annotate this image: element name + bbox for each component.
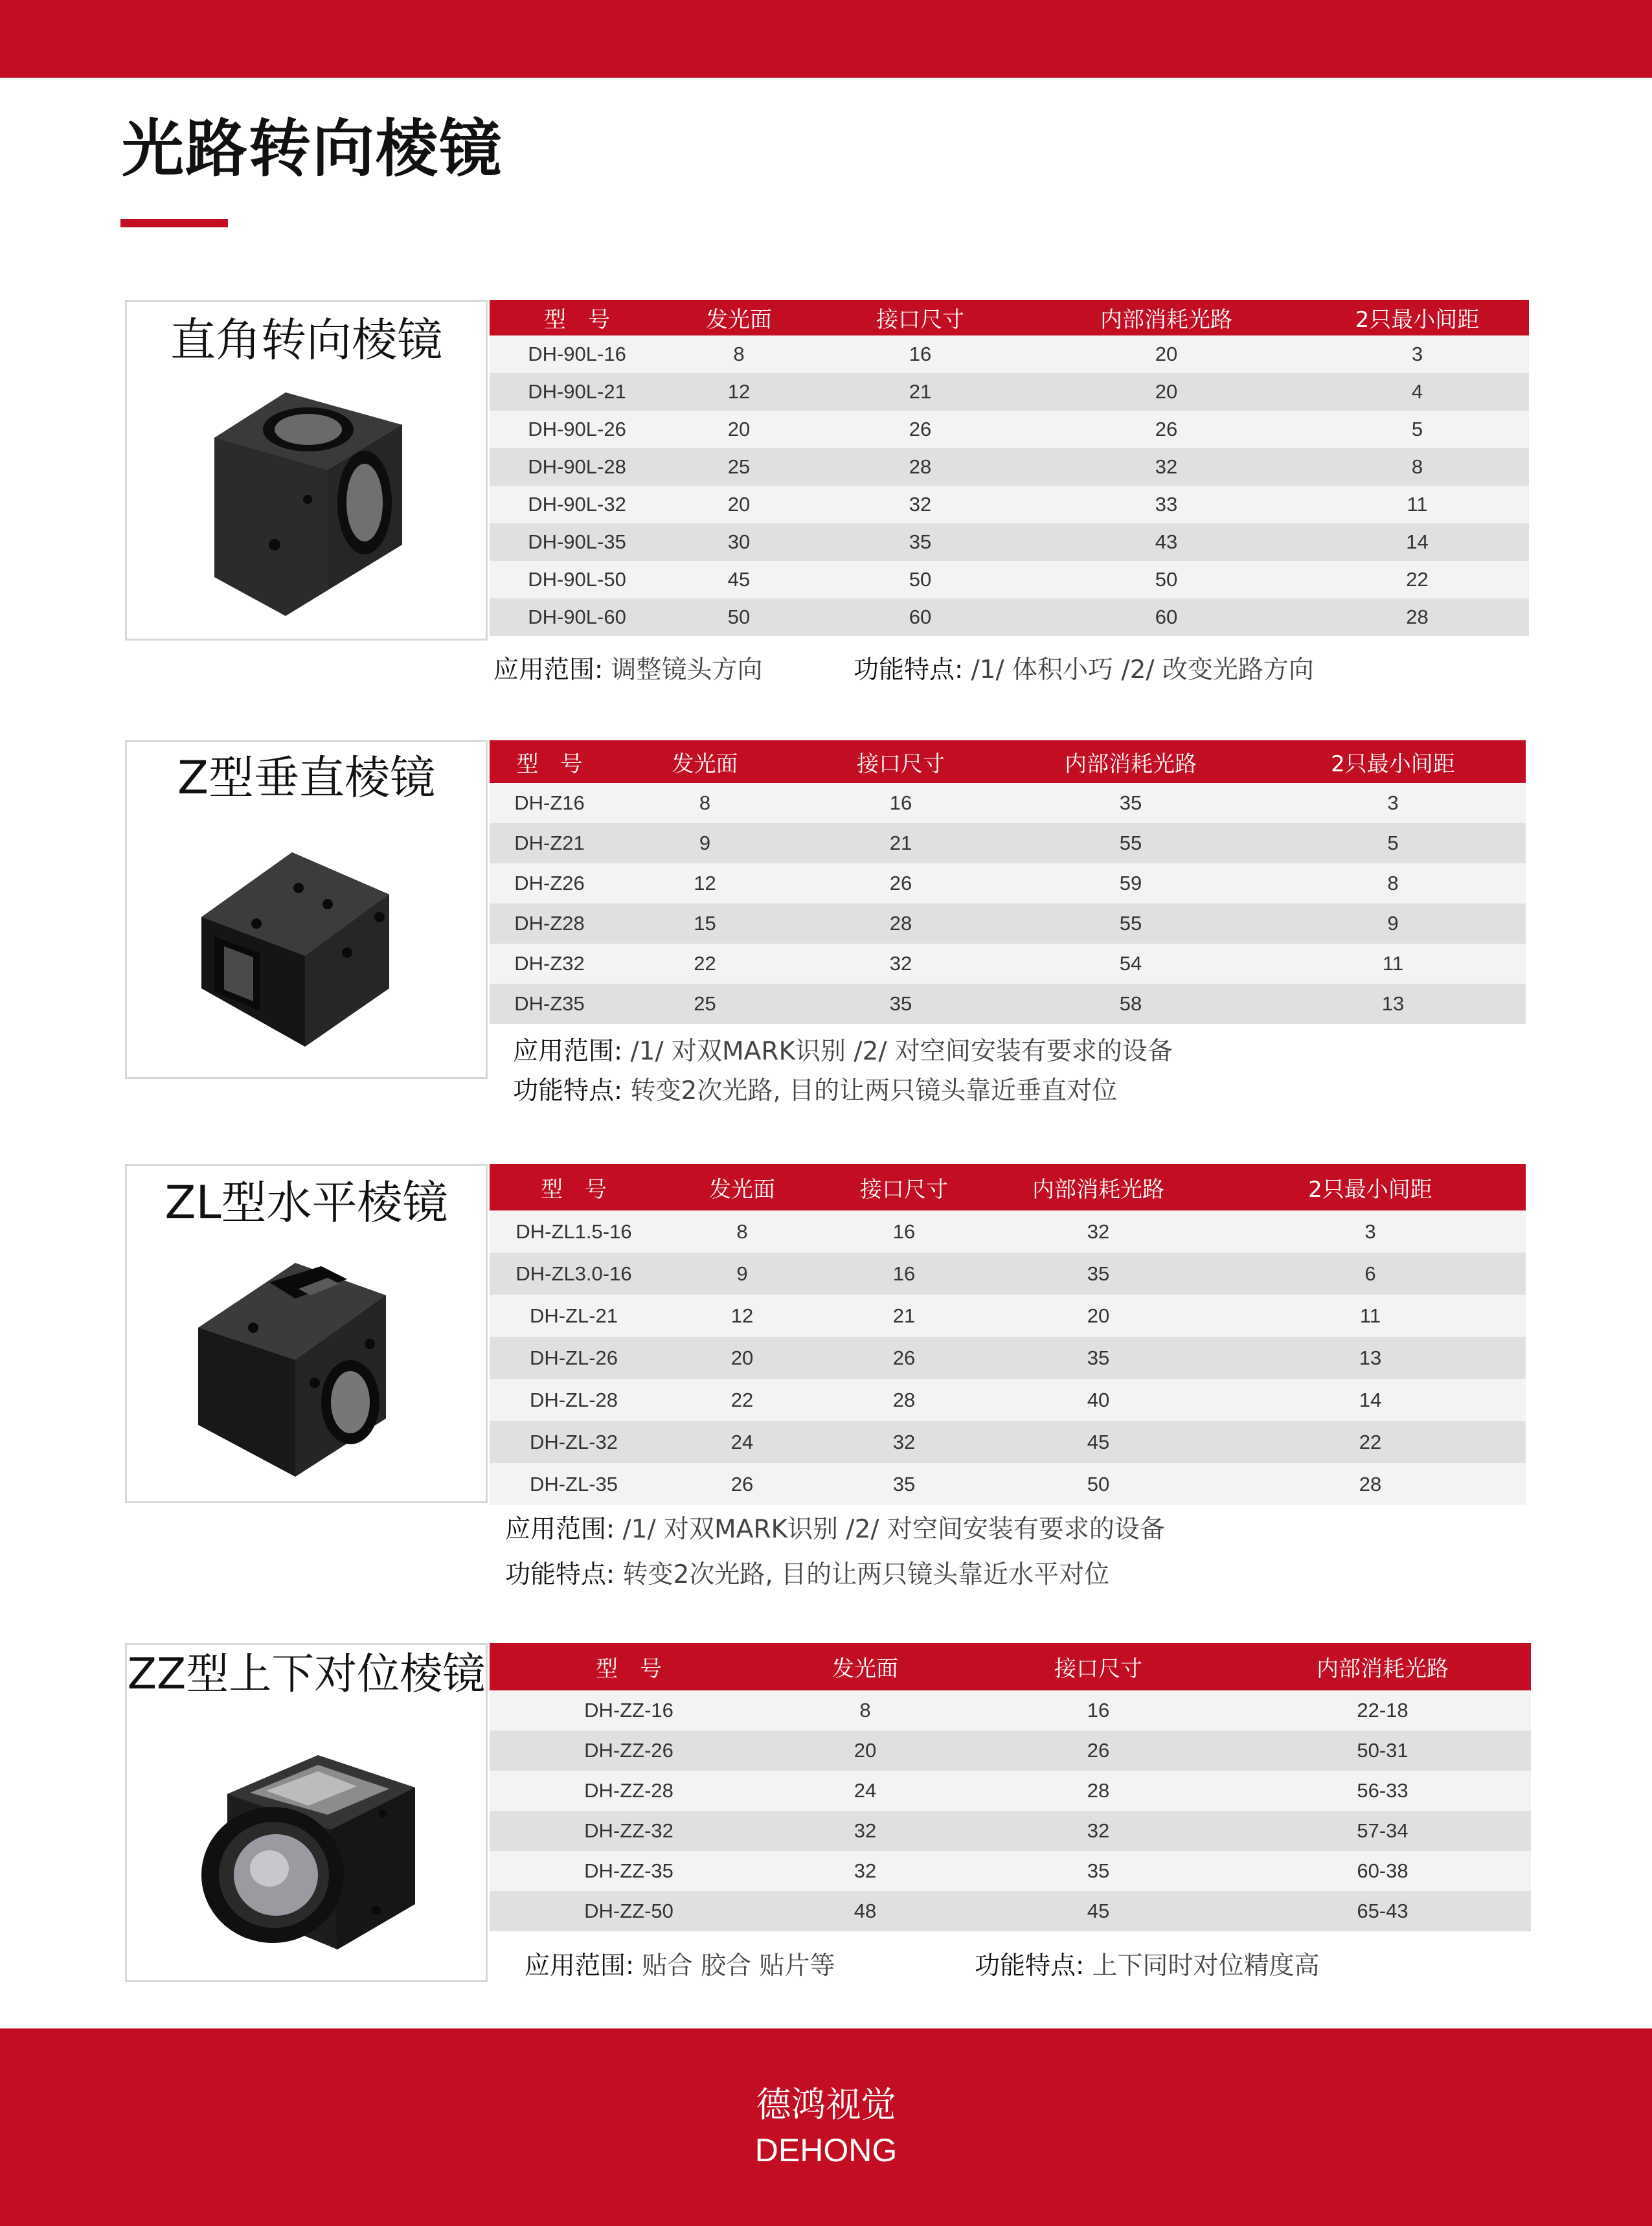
feature-value: 转变2次光路, 目的让两只镜头靠近水平对位 bbox=[622, 1560, 1110, 1589]
cell: 43 bbox=[1155, 530, 1178, 553]
cell: 5 bbox=[1411, 418, 1423, 440]
cell: 14 bbox=[1406, 530, 1429, 553]
table-row bbox=[490, 1811, 1531, 1851]
usage-label: 应用范围: bbox=[525, 1951, 635, 1981]
cell: DH-ZL-32 bbox=[529, 1430, 618, 1453]
z-vertical-prism-photo bbox=[195, 839, 422, 1053]
spec-table-zl-horizontal bbox=[490, 1164, 1526, 1505]
cell: 45 bbox=[1087, 1430, 1110, 1453]
product-name: ZL型水平棱镜 bbox=[164, 1176, 448, 1229]
cell: DH-90L-28 bbox=[528, 455, 626, 478]
footer-brand-en: DEHONG bbox=[754, 2132, 898, 2168]
zz-alignment-prism-photo bbox=[188, 1742, 428, 1956]
cell: 12 bbox=[694, 872, 716, 894]
cell: 8 bbox=[733, 343, 745, 365]
cell: 6 bbox=[1364, 1262, 1376, 1285]
cell: 25 bbox=[727, 455, 751, 478]
cell: 16 bbox=[1087, 1699, 1110, 1721]
cell: DH-ZL-26 bbox=[529, 1346, 618, 1369]
product-card-zz-alignment bbox=[125, 1643, 488, 1982]
cell: 13 bbox=[1381, 992, 1405, 1015]
table-row bbox=[490, 903, 1526, 944]
cell: 45 bbox=[1087, 1900, 1110, 1922]
product-name: 直角转向棱镜 bbox=[170, 313, 442, 367]
cell: 20 bbox=[1087, 1304, 1110, 1327]
header-min-spacing: 2只最小间距 bbox=[1355, 307, 1480, 333]
table-row bbox=[490, 1771, 1531, 1811]
cell: 22 bbox=[694, 952, 716, 975]
cell: 8 bbox=[1387, 872, 1399, 894]
table-row bbox=[490, 1421, 1526, 1463]
cell: 8 bbox=[1411, 455, 1423, 478]
table-row bbox=[490, 1891, 1531, 1931]
header-interface-size: 接口尺寸 bbox=[876, 307, 964, 333]
cell: DH-Z26 bbox=[514, 872, 585, 894]
cell: 33 bbox=[1155, 493, 1178, 516]
cell: 9 bbox=[1387, 912, 1399, 935]
cell: 21 bbox=[892, 1304, 916, 1327]
cell: DH-90L-32 bbox=[528, 493, 626, 516]
header-model: 型 号 bbox=[544, 307, 610, 333]
table-row bbox=[490, 486, 1529, 523]
header-emitting-surface: 发光面 bbox=[832, 1656, 898, 1682]
cell: 28 bbox=[889, 912, 912, 935]
header-internal-path: 内部消耗光路 bbox=[1317, 1656, 1449, 1682]
cell: 11 bbox=[1359, 1304, 1381, 1327]
cell: 22-18 bbox=[1357, 1699, 1409, 1721]
table-row bbox=[490, 1337, 1526, 1379]
cell: DH-ZL-21 bbox=[529, 1304, 618, 1327]
table-row bbox=[490, 863, 1526, 903]
spec-table-right-angle bbox=[490, 300, 1529, 636]
cell: 48 bbox=[854, 1900, 877, 1922]
feature-note bbox=[854, 653, 1314, 687]
usage-note bbox=[505, 1513, 1165, 1547]
cell: 4 bbox=[1411, 380, 1423, 403]
cell: 15 bbox=[694, 912, 716, 935]
cell: 50 bbox=[727, 606, 751, 628]
feature-label: 功能特点: bbox=[505, 1560, 615, 1589]
cell: 14 bbox=[1359, 1388, 1382, 1411]
usage-value: /1/ 对双MARK识别 /2/ 对空间安装有要求的设备 bbox=[622, 1515, 1165, 1544]
cell: 28 bbox=[1087, 1779, 1110, 1802]
header-internal-path: 内部消耗光路 bbox=[1065, 751, 1197, 777]
cell: DH-ZL-35 bbox=[529, 1472, 618, 1495]
feature-label: 功能特点: bbox=[513, 1076, 623, 1106]
cell: 20 bbox=[1155, 343, 1178, 365]
cell: 20 bbox=[727, 418, 751, 440]
cell: 13 bbox=[1359, 1346, 1382, 1369]
zl-horizontal-prism-photo bbox=[192, 1237, 418, 1483]
cell: 35 bbox=[1087, 1859, 1110, 1882]
cell: DH-ZZ-32 bbox=[584, 1819, 673, 1842]
feature-value: 转变2次光路, 目的让两只镜头靠近垂直对位 bbox=[630, 1076, 1118, 1106]
cell: 60 bbox=[909, 606, 932, 628]
cell: 22 bbox=[1359, 1430, 1382, 1453]
cell: DH-90L-21 bbox=[528, 380, 626, 403]
cell: DH-90L-35 bbox=[528, 530, 626, 553]
cell: DH-Z35 bbox=[514, 992, 585, 1015]
cell: DH-90L-26 bbox=[528, 418, 626, 440]
table-row bbox=[490, 1690, 1531, 1731]
table-row bbox=[490, 823, 1526, 863]
header-min-spacing: 2只最小间距 bbox=[1331, 751, 1455, 777]
table-row bbox=[490, 1210, 1526, 1253]
cell: 35 bbox=[1087, 1346, 1110, 1369]
cell: DH-ZL3.0-16 bbox=[515, 1262, 632, 1285]
cell: DH-90L-16 bbox=[528, 343, 626, 365]
cell: 54 bbox=[1119, 952, 1142, 975]
cell: 9 bbox=[699, 832, 711, 854]
cell: DH-90L-50 bbox=[528, 568, 626, 591]
cell: 25 bbox=[694, 992, 716, 1015]
cell: 57-34 bbox=[1357, 1819, 1409, 1842]
cell: 32 bbox=[1087, 1220, 1110, 1243]
cell: 20 bbox=[727, 493, 751, 516]
cell: 26 bbox=[1087, 1739, 1110, 1762]
table-row bbox=[490, 944, 1526, 984]
cell: 16 bbox=[892, 1262, 916, 1285]
cell: 50 bbox=[1087, 1472, 1110, 1495]
cell: 3 bbox=[1364, 1220, 1376, 1243]
usage-value: 调整镜头方向 bbox=[611, 655, 763, 685]
cell: 21 bbox=[889, 832, 912, 854]
cell: 20 bbox=[1155, 380, 1178, 403]
usage-note bbox=[493, 653, 763, 687]
top-red-bar bbox=[0, 0, 1652, 78]
header-emitting-surface: 发光面 bbox=[706, 307, 772, 333]
cell: 40 bbox=[1087, 1388, 1110, 1411]
table-row bbox=[490, 1731, 1531, 1771]
cell: 32 bbox=[892, 1430, 916, 1453]
table-row bbox=[490, 1851, 1531, 1891]
title-underline bbox=[120, 219, 228, 227]
cell: DH-ZZ-28 bbox=[584, 1779, 673, 1802]
product-name: Z型垂直棱镜 bbox=[177, 751, 435, 804]
feature-note bbox=[505, 1558, 1109, 1592]
header-emitting-surface: 发光面 bbox=[672, 751, 738, 777]
cell: 26 bbox=[909, 418, 932, 440]
cell: 28 bbox=[1406, 606, 1429, 628]
header-interface-size: 接口尺寸 bbox=[1054, 1656, 1142, 1682]
usage-value: /1/ 对双MARK识别 /2/ 对空间安装有要求的设备 bbox=[630, 1037, 1173, 1066]
cell: DH-ZL-28 bbox=[529, 1388, 618, 1411]
feature-note bbox=[975, 1949, 1320, 1983]
table-row bbox=[490, 561, 1529, 598]
cell: 26 bbox=[889, 872, 912, 894]
cell: 26 bbox=[730, 1472, 754, 1495]
cell: 8 bbox=[699, 791, 711, 814]
cell: 35 bbox=[1087, 1262, 1110, 1285]
cell: 24 bbox=[854, 1779, 877, 1802]
cell: 5 bbox=[1387, 832, 1399, 854]
cell: 35 bbox=[892, 1472, 916, 1495]
cell: 55 bbox=[1119, 912, 1142, 935]
table-row bbox=[490, 448, 1529, 486]
feature-label: 功能特点: bbox=[975, 1951, 1085, 1981]
cell: 30 bbox=[727, 530, 751, 553]
header-model: 型 号 bbox=[516, 751, 583, 777]
spec-table-z-vertical bbox=[490, 740, 1526, 1024]
cell: DH-ZZ-26 bbox=[584, 1739, 673, 1762]
cell: 11 bbox=[1407, 493, 1428, 516]
cell: 50 bbox=[909, 568, 932, 591]
feature-value: /1/ 体积小巧 /2/ 改变光路方向 bbox=[971, 655, 1314, 685]
cell: 58 bbox=[1119, 992, 1142, 1015]
cell: 22 bbox=[730, 1388, 754, 1411]
cell: DH-90L-60 bbox=[528, 606, 626, 628]
header-model: 型 号 bbox=[596, 1656, 662, 1682]
header-interface-size: 接口尺寸 bbox=[860, 1176, 948, 1203]
header-internal-path: 内部消耗光路 bbox=[1100, 307, 1232, 333]
cell: 26 bbox=[1155, 418, 1178, 440]
cell: 8 bbox=[736, 1220, 748, 1243]
cell: 16 bbox=[889, 791, 912, 814]
table-row bbox=[490, 783, 1526, 823]
footer-bar bbox=[0, 2028, 1652, 2226]
cell: 60-38 bbox=[1357, 1859, 1409, 1882]
table-row bbox=[490, 335, 1529, 373]
cell: 21 bbox=[909, 380, 932, 403]
header-emitting-surface: 发光面 bbox=[709, 1176, 775, 1203]
cell: 32 bbox=[1087, 1819, 1110, 1842]
usage-label: 应用范围: bbox=[505, 1515, 615, 1544]
cell: 56-33 bbox=[1357, 1779, 1409, 1802]
usage-note bbox=[525, 1949, 835, 1983]
table-row bbox=[490, 523, 1529, 561]
cell: 32 bbox=[889, 952, 912, 975]
header-interface-size: 接口尺寸 bbox=[857, 751, 945, 777]
cell: 12 bbox=[727, 380, 751, 403]
table-row bbox=[490, 411, 1529, 448]
cell: 28 bbox=[909, 455, 932, 478]
cell: DH-ZL1.5-16 bbox=[515, 1220, 632, 1243]
cell: DH-Z16 bbox=[514, 791, 585, 814]
product-card-z-vertical bbox=[125, 740, 488, 1079]
table-row bbox=[490, 373, 1529, 411]
header-internal-path: 内部消耗光路 bbox=[1032, 1176, 1164, 1203]
product-card-right-angle bbox=[125, 300, 488, 641]
feature-note bbox=[513, 1074, 1117, 1108]
header-min-spacing: 2只最小间距 bbox=[1308, 1176, 1432, 1203]
table-row bbox=[490, 1253, 1526, 1295]
cell: 20 bbox=[854, 1739, 877, 1762]
cell: DH-Z32 bbox=[514, 952, 585, 975]
cell: 3 bbox=[1411, 343, 1423, 365]
spec-table-zz-alignment bbox=[490, 1643, 1531, 1931]
cell: 11 bbox=[1382, 952, 1404, 975]
cell: DH-Z28 bbox=[514, 912, 585, 935]
cell: 26 bbox=[892, 1346, 916, 1369]
cell: 45 bbox=[727, 568, 751, 591]
cell: 16 bbox=[892, 1220, 916, 1243]
usage-label: 应用范围: bbox=[513, 1037, 623, 1066]
cell: 50 bbox=[1155, 568, 1178, 591]
cell: 9 bbox=[736, 1262, 748, 1285]
cell: 59 bbox=[1119, 872, 1142, 894]
right-angle-prism-photo bbox=[188, 389, 428, 629]
cell: 35 bbox=[889, 992, 912, 1015]
cell: 22 bbox=[1406, 568, 1429, 591]
header-model: 型 号 bbox=[541, 1176, 607, 1203]
table-row bbox=[490, 1379, 1526, 1421]
cell: 28 bbox=[1359, 1472, 1382, 1495]
table-row bbox=[490, 1463, 1526, 1505]
table-row bbox=[490, 984, 1526, 1024]
cell: DH-Z21 bbox=[514, 832, 585, 854]
cell: 60 bbox=[1155, 606, 1178, 628]
usage-value: 贴合 胶合 贴片等 bbox=[642, 1951, 835, 1981]
usage-label: 应用范围: bbox=[493, 655, 604, 685]
cell: DH-ZZ-35 bbox=[584, 1859, 673, 1882]
footer-brand-cn: 德鸿视觉 bbox=[756, 2084, 896, 2125]
cell: 35 bbox=[909, 530, 932, 553]
cell: 3 bbox=[1387, 791, 1399, 814]
cell: 35 bbox=[1119, 791, 1142, 814]
feature-value: 上下同时对位精度高 bbox=[1092, 1951, 1320, 1981]
cell: 65-43 bbox=[1357, 1900, 1409, 1922]
table-row bbox=[490, 1295, 1526, 1337]
cell: 50-31 bbox=[1357, 1739, 1409, 1762]
table-row bbox=[490, 598, 1529, 636]
cell: 8 bbox=[859, 1699, 871, 1721]
cell: 32 bbox=[854, 1819, 877, 1842]
page-title: 光路转向棱镜 bbox=[122, 113, 503, 185]
product-card-zl-horizontal bbox=[125, 1164, 488, 1503]
product-name: ZZ型上下对位棱镜 bbox=[127, 1649, 486, 1699]
cell: 32 bbox=[1155, 455, 1178, 478]
cell: 55 bbox=[1119, 832, 1142, 854]
cell: 16 bbox=[909, 343, 932, 365]
cell: 12 bbox=[730, 1304, 754, 1327]
cell: 32 bbox=[854, 1859, 877, 1882]
feature-label: 功能特点: bbox=[854, 655, 964, 685]
cell: 28 bbox=[892, 1388, 916, 1411]
cell: DH-ZZ-50 bbox=[584, 1900, 673, 1922]
cell: 20 bbox=[730, 1346, 754, 1369]
cell: 32 bbox=[909, 493, 932, 516]
cell: 24 bbox=[730, 1430, 754, 1453]
usage-note bbox=[513, 1035, 1173, 1069]
cell: DH-ZZ-16 bbox=[584, 1699, 673, 1721]
